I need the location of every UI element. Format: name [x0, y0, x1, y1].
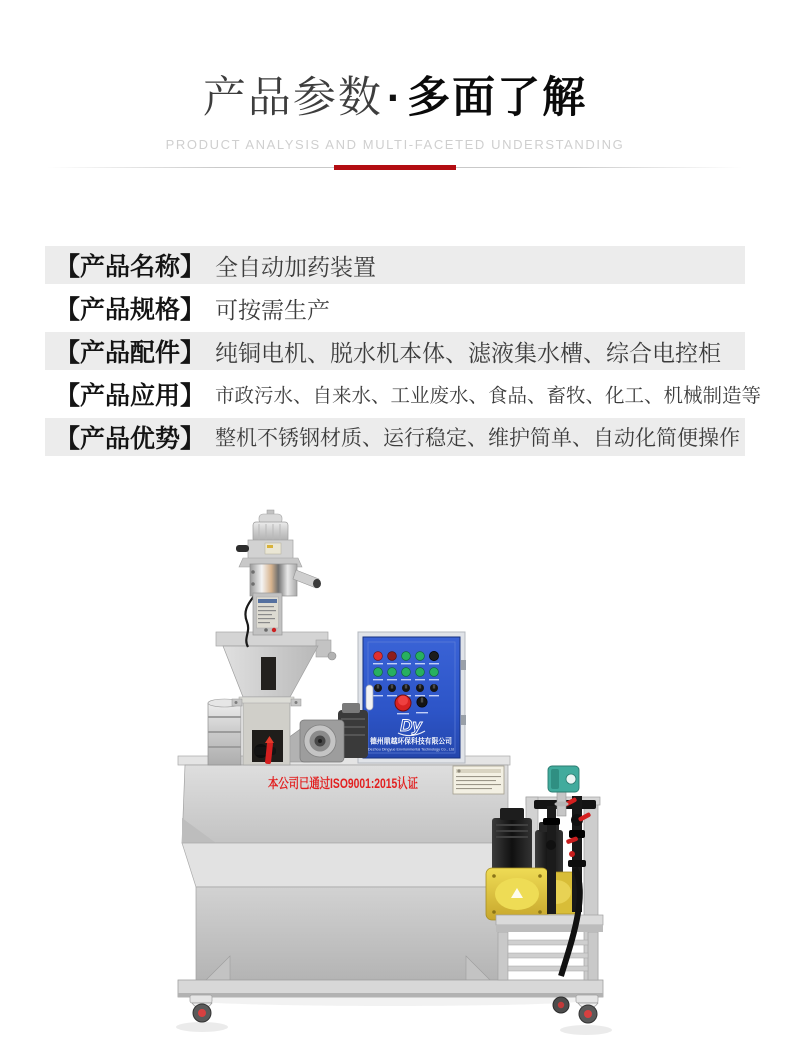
header-accent-bar: [334, 165, 456, 170]
header-divider: [0, 167, 790, 168]
gear-pump: [288, 703, 368, 762]
section-header: [0, 74, 790, 152]
spec-label: 【产品配件】: [55, 339, 206, 367]
spec-value: 全自动加药装置: [215, 253, 376, 280]
spec-row-name: [45, 246, 745, 284]
equipment-nameplate: [453, 766, 504, 794]
page-title-separator: ·: [386, 74, 404, 122]
panel-company-name-cn: 德州鼎越环保科技有限公司: [370, 736, 452, 746]
pump-platform: [496, 915, 603, 932]
hopper-sight-slot: [261, 657, 276, 690]
spec-value: 市政污水、自来水、工业废水、食品、畜牧、化工、机械制造等: [215, 385, 762, 407]
dosing-machine-illustration: [120, 500, 680, 1040]
page-title: [0, 74, 790, 123]
product-photo: [120, 500, 680, 1040]
panel-brand-logo: Dy: [400, 716, 422, 735]
skid-leg-left: [498, 932, 508, 980]
spec-value: 整机不锈钢材质、运行稳定、维护简单、自动化简便操作: [215, 427, 740, 450]
flow-meter-display: [566, 774, 576, 784]
loader-motor-cap: [253, 522, 288, 542]
page-title-light: 产品参数: [202, 74, 383, 122]
ground-shadows: [176, 994, 612, 1035]
spec-row-size: [45, 289, 745, 327]
caster-left: [190, 995, 212, 1022]
cabinet-hinge: [461, 715, 466, 725]
tank-step-face: [182, 843, 508, 887]
skid-leg-right: [588, 932, 598, 980]
panel-company-name-en: Dezhou Dingyue Environmental Technology Co., Ltd: [368, 746, 454, 752]
page-subtitle: PRODUCT ANALYSIS AND MULTI-FACETED UNDERSTANDING: [165, 137, 625, 153]
vacuum-loader: [236, 510, 321, 647]
spec-label: 【产品规格】: [55, 296, 206, 324]
loader-chrome-body: [250, 564, 297, 596]
caster-right: [576, 995, 598, 1023]
spec-value: 纯铜电机、脱水机本体、滤液集水槽、综合电控柜: [215, 339, 721, 366]
spec-label: 【产品名称】: [55, 253, 206, 281]
agitator-motor: [208, 699, 241, 765]
cabinet-hinge: [461, 660, 466, 670]
cabinet-handle: [366, 685, 373, 710]
page-title-bold: 多面了解: [407, 74, 588, 122]
tank-lower-body: [196, 887, 500, 980]
spec-row-parts: [45, 332, 745, 370]
caster-mid: [553, 997, 569, 1013]
loader-inlet-stub: [236, 545, 249, 552]
control-cabinet: [358, 632, 466, 763]
spec-row-application: [45, 375, 762, 413]
spec-label: 【产品优势】: [55, 425, 206, 453]
loader-control-box: [253, 593, 282, 635]
spec-label: 【产品应用】: [55, 382, 206, 410]
dosing-tank: [178, 756, 510, 980]
spec-value: 可按需生产: [215, 296, 330, 323]
spec-row-advantage: [45, 418, 745, 456]
product-spec-table: [45, 241, 762, 461]
loader-sticker: [265, 543, 281, 554]
loader-box-red-button: [272, 628, 276, 632]
base-frame: [178, 980, 603, 997]
iso-certification-text: 本公司已通过ISO9001:2015认证: [268, 776, 464, 791]
